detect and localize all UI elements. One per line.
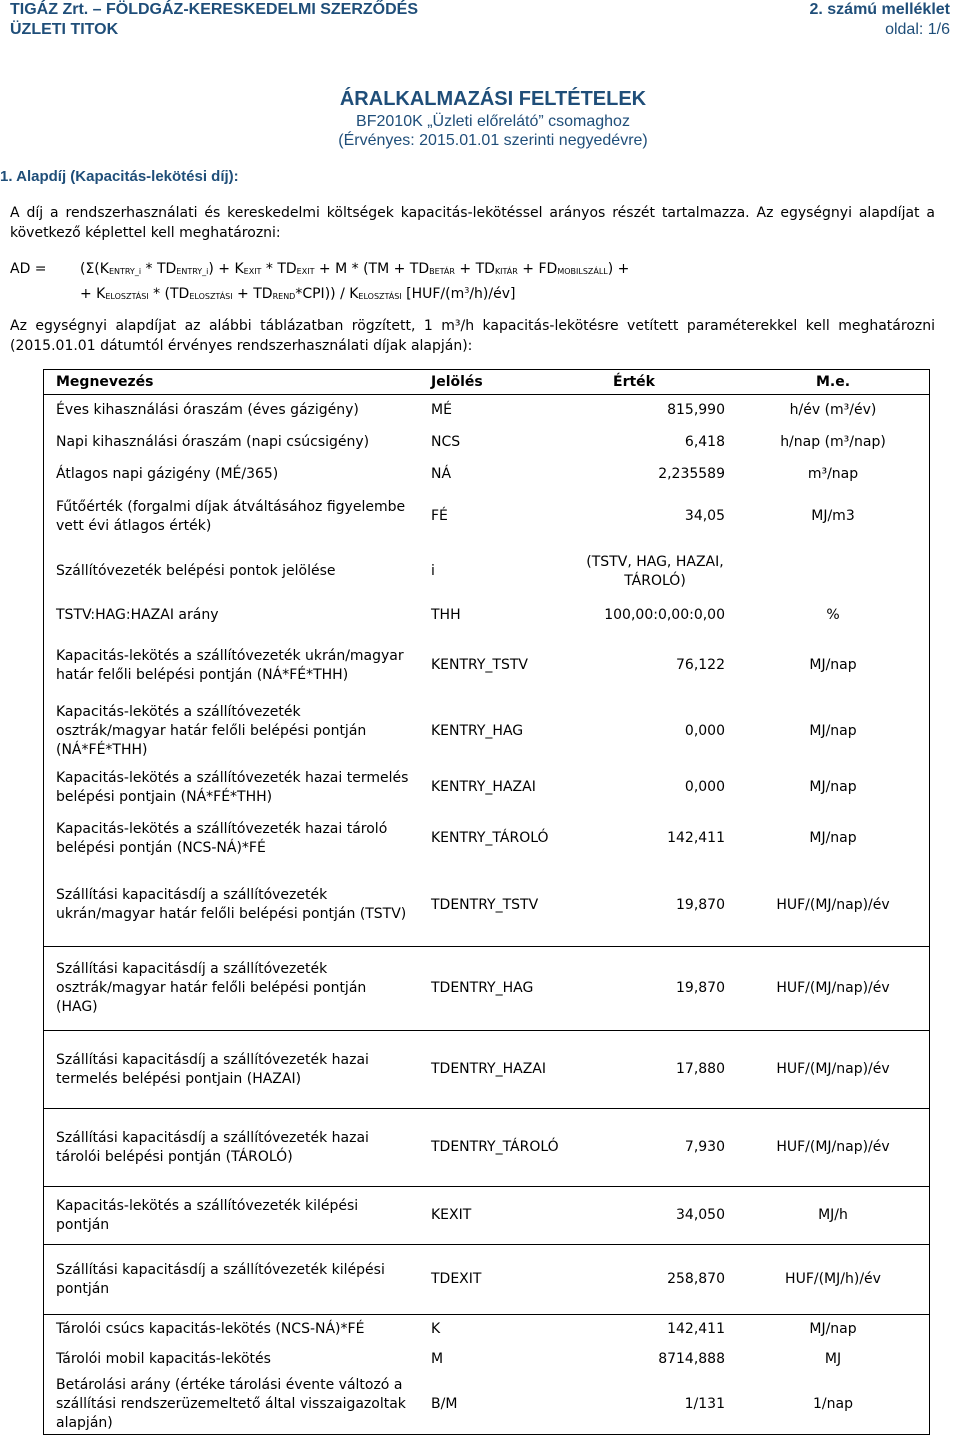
row-symbol: KENTRY_TÁROLÓ <box>431 830 549 846</box>
row-symbol: M <box>431 1351 444 1367</box>
row-unit: HUF/(MJ/nap)/év <box>776 896 890 913</box>
header-unit: M.e. <box>737 370 930 395</box>
row-symbol: TDENTRY_HAZAI <box>423 1031 573 1109</box>
row-name: Szállítási kapacitásdíj a szállítóvezeték hazai termelés belépési pontjain (HAZAI) <box>44 1031 424 1109</box>
table-row <box>44 813 930 865</box>
table-row <box>44 1245 930 1315</box>
row-value: 2,235589 <box>658 466 725 482</box>
row-unit: MJ/m3 <box>811 508 855 524</box>
row-value: 100,00:0,00:0,00 <box>604 607 725 623</box>
table-row <box>44 1315 930 1345</box>
row-unit <box>737 543 930 601</box>
table-row <box>44 543 930 601</box>
page-number: oldal: 1/6 <box>885 21 950 38</box>
table-row <box>44 1187 930 1245</box>
row-name: Tárolói mobil kapacitás-lekötés <box>56 1351 271 1367</box>
row-symbol: FÉ <box>431 508 448 524</box>
table-row <box>44 763 930 813</box>
page-header <box>10 0 950 40</box>
formula-line-2: + $K_{ELOSZTÁSI} * (TD_{ELOSZTÁSI} + TD_{REND}*CPI)) / K_{ELOSZTÁSI}$ $[HUF/(m^3/h)/év]$ <box>80 286 516 302</box>
row-unit: HUF/(MJ/h)/év <box>737 1245 930 1315</box>
row-unit: % <box>826 607 840 623</box>
row-unit: 1/nap <box>813 1395 853 1412</box>
section-title: 1. Alapdíj (Kapacitás-lekötési díj): <box>0 168 239 185</box>
table-row <box>44 491 930 543</box>
row-unit: MJ/nap <box>809 779 857 795</box>
row-value: 142,411 <box>573 1315 737 1345</box>
row-unit: HUF/(MJ/nap)/év <box>737 947 930 1031</box>
header-symbol: Jelölés <box>423 370 573 395</box>
row-unit: MJ/nap <box>809 723 857 739</box>
row-value: 19,870 <box>676 896 725 913</box>
row-unit: MJ/nap <box>809 830 857 846</box>
table-row <box>44 459 930 491</box>
row-value: 258,870 <box>573 1245 737 1315</box>
row-name: Kapacitás-lekötés a szállítóvezeték hazai termelés belépési pontjain (NÁ*FÉ*THH) <box>56 769 409 805</box>
row-symbol: KEXIT <box>423 1187 573 1245</box>
table-row <box>44 631 930 701</box>
row-value: 142,411 <box>667 830 725 846</box>
row-name: Betárolási arány (értéke tárolási évente változó a szállítási rendszerüzemeltető által visszaigazoltak alapján) <box>56 1376 406 1431</box>
row-symbol: MÉ <box>431 402 452 419</box>
row-unit: m³/nap <box>807 466 859 482</box>
header-name: Megnevezés <box>44 370 424 395</box>
row-name: Tárolói csúcs kapacitás-lekötés (NCS-NÁ)*FÉ <box>44 1315 424 1345</box>
company-line: TIGÁZ Zrt. – FÖLDGÁZ-KERESKEDELMI SZERZŐDÉS <box>10 1 419 18</box>
row-symbol: KENTRY_HAZAI <box>431 779 536 795</box>
row-name: Szállítóvezeték belépési pontok jelölése <box>56 563 336 579</box>
table-header-row <box>44 370 930 395</box>
row-name: TSTV:HAG:HAZAI arány <box>56 607 219 623</box>
row-value: 0,000 <box>684 723 725 739</box>
row-name: Szállítási kapacitásdíj a szállítóvezeték hazai tárolói belépési pontján (TÁROLÓ) <box>44 1109 424 1187</box>
row-value: 17,880 <box>573 1031 737 1109</box>
table-row <box>44 1345 930 1375</box>
table-row <box>44 601 930 631</box>
row-unit: h/év (m³/év) <box>789 402 877 419</box>
row-value: 76,122 <box>676 657 725 673</box>
main-title: ÁRALKALMAZÁSI FELTÉTELEK <box>339 88 647 110</box>
row-value: 34,050 <box>573 1187 737 1245</box>
row-symbol: TDENTRY_TÁROLÓ <box>423 1109 573 1187</box>
row-name: Napi kihasználási óraszám (napi csúcsigény) <box>56 434 370 450</box>
row-name: Fűtőérték (forgalmi díjak átváltásához figyelembe vett évi átlagos érték) <box>56 498 406 534</box>
row-symbol: KENTRY_TSTV <box>431 657 529 673</box>
row-value: 34,05 <box>684 508 725 524</box>
document-titles <box>313 86 673 150</box>
table-row <box>44 1109 930 1187</box>
formula <box>10 259 940 303</box>
row-unit: MJ/nap <box>809 657 857 673</box>
formula-line-1: ($\Sigma(K_{ENTRY\_i} * TD_{ENTRY\_i}) + K_{EXIT} * TD_{EXIT} + M * (TM + TD_{BETÁR} + TD_{KITÁR} + FD_{MOBILSZÁLL})$ + <box>80 261 630 277</box>
row-symbol: B/M <box>431 1395 458 1412</box>
table-intro-paragraph: Az egységnyi alapdíjat az alábbi táblázatban rögzített, 1 m³/h kapacitás-lekötésre vetített paraméterekkel kell meghatározni (2015.01.01 dátumtól érvényes rendszerhasználati díjak alapján): <box>10 318 935 354</box>
row-symbol: TDENTRY_TSTV <box>431 896 539 913</box>
row-name: Éves kihasználási óraszám (éves gázigény) <box>56 402 359 419</box>
table-row <box>44 865 930 947</box>
row-name: Átlagos napi gázigény (MÉ/365) <box>56 466 279 482</box>
intro-paragraph: A díj a rendszerhasználati és kereskedelmi költségek kapacitás-lekötéssel arányos részét tartalmazza. Az egységnyi alapdíjat a következő képlettel kell meghatározni: <box>10 205 935 241</box>
row-symbol: K <box>423 1315 573 1345</box>
row-unit: h/nap (m³/nap) <box>780 434 886 450</box>
row-name: Szállítási kapacitásdíj a szállítóvezeték ukrán/magyar határ felőli belépési pontján (TSTV) <box>56 887 407 923</box>
secret-label: ÜZLETI TITOK <box>10 21 119 38</box>
row-symbol: i <box>431 563 435 579</box>
row-name: Kapacitás-lekötés a szállítóvezeték hazai tároló belépési pontján (NCS-NÁ)*FÉ <box>56 820 388 856</box>
row-name: Szállítási kapacitásdíj a szállítóvezeték osztrák/magyar határ felőli belépési pontján (HAG) <box>44 947 424 1031</box>
row-unit: HUF/(MJ/nap)/év <box>737 1109 930 1187</box>
row-name: Kapacitás-lekötés a szállítóvezeték ukrán/magyar határ felőli belépési pontján (NÁ*FÉ*THH) <box>56 647 404 683</box>
validity-title: (Érvényes: 2015.01.01 szerinti negyedévre) <box>338 132 648 149</box>
table-row <box>44 1375 930 1435</box>
row-symbol: THH <box>431 607 461 623</box>
annex-label: 2. számú melléklet <box>809 1 950 18</box>
row-unit: MJ/h <box>737 1187 930 1245</box>
parameter-table <box>43 369 930 1435</box>
row-name: Szállítási kapacitásdíj a szállítóvezeték kilépési pontján <box>44 1245 424 1315</box>
row-name: Kapacitás-lekötés a szállítóvezeték kilépési pontján <box>44 1187 424 1245</box>
table-row <box>44 395 930 427</box>
row-unit: MJ <box>824 1351 842 1367</box>
row-symbol: KENTRY_HAG <box>431 723 524 739</box>
row-value: 1/131 <box>684 1395 725 1412</box>
table-row <box>44 701 930 763</box>
row-name: Kapacitás-lekötés a szállítóvezeték osztrák/magyar határ felőli belépési pontján (NÁ*FÉ*THH) <box>56 704 367 758</box>
row-symbol: TDENTRY_HAG <box>423 947 573 1031</box>
table-row <box>44 427 930 459</box>
row-value: 7,930 <box>573 1109 737 1187</box>
row-value: 0,000 <box>684 779 725 795</box>
row-unit: MJ/nap <box>737 1315 930 1345</box>
row-value: 815,990 <box>667 402 725 419</box>
row-symbol: NÁ <box>431 466 452 482</box>
package-title: BF2010K „Üzleti előrelátó” csomaghoz <box>356 113 630 130</box>
header-value: Érték <box>573 370 737 395</box>
row-value: 8714,888 <box>658 1351 725 1367</box>
row-unit: HUF/(MJ/nap)/év <box>737 1031 930 1109</box>
row-value: 6,418 <box>684 434 725 450</box>
formula-lhs: AD = <box>10 261 47 277</box>
table-row <box>44 1031 930 1109</box>
table-row <box>44 947 930 1031</box>
row-symbol: NCS <box>431 434 461 450</box>
row-value: (TSTV, HAG, HAZAI, TÁROLÓ) <box>586 553 724 589</box>
row-value: 19,870 <box>573 947 737 1031</box>
row-symbol: TDEXIT <box>423 1245 573 1315</box>
